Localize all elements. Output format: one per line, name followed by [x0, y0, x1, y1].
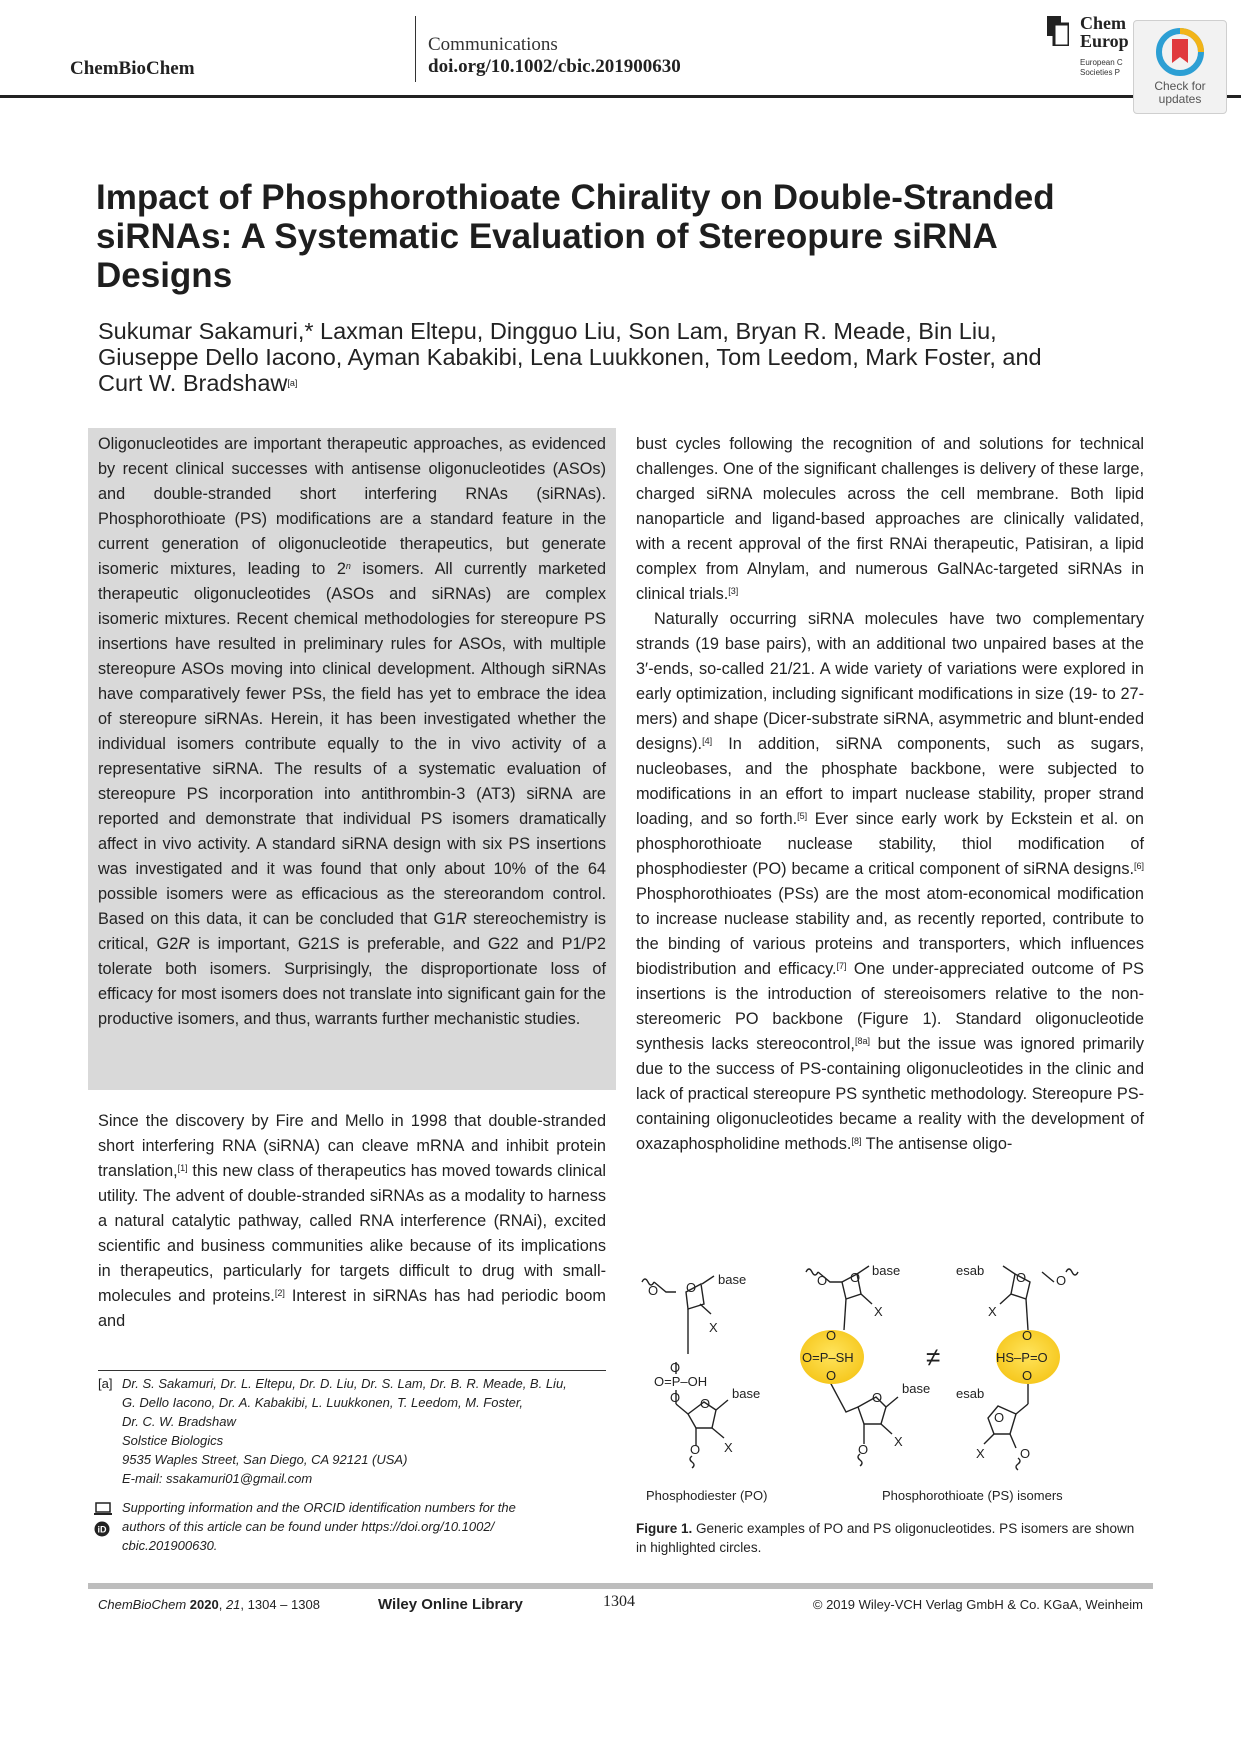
po-caption-label: Phosphodiester (PO): [646, 1488, 768, 1503]
base-label: base: [902, 1381, 931, 1396]
copyright: © 2019 Wiley-VCH Verlag GmbH & Co. KGaA, Weinheim: [812, 1597, 1143, 1612]
wiley-online-library-link[interactable]: Wiley Online Library: [378, 1596, 523, 1613]
svg-text:iD: iD: [97, 1524, 107, 1535]
oxygen-label: O: [826, 1368, 837, 1383]
body-text-right: [636, 432, 1144, 1157]
citation-link[interactable]: [1]: [177, 1163, 188, 1173]
footnote-tag: [a]: [98, 1376, 113, 1391]
ps-caption-label: Phosphorothioate (PS) isomers: [882, 1488, 1063, 1503]
author-line: Giuseppe Dello Iacono, Ayman Kabakibi, Lena Luukkonen, Tom Leedom, Mark Foster, and: [98, 344, 1042, 370]
citation-link[interactable]: [4]: [702, 736, 713, 746]
section-label: Communications: [428, 34, 558, 55]
check-for-updates-icon: [1155, 27, 1205, 77]
oxygen-label: O: [1020, 1446, 1031, 1461]
oxygen-label: O: [1056, 1273, 1067, 1288]
header-rule: [0, 95, 1241, 98]
footnote-line: G. Dello Iacono, Dr. A. Kabakibi, L. Luukkonen, T. Leedom, M. Foster,: [122, 1395, 524, 1410]
x-label: X: [874, 1304, 883, 1319]
footnote-line: Dr. S. Sakamuri, Dr. L. Eltepu, Dr. D. Liu, Dr. S. Lam, Dr. B. R. Meade, B. Liu,: [122, 1376, 567, 1391]
footnote-line: Solstice Biologics: [122, 1433, 224, 1448]
journal-name: ChemBioChem: [70, 58, 195, 79]
esab-label: esab: [956, 1386, 985, 1401]
citation-link[interactable]: [5]: [797, 811, 808, 821]
header-divider: [415, 16, 416, 82]
affiliation-footnote: [122, 1374, 606, 1488]
orcid-icon: [94, 1521, 110, 1537]
x-label: X: [894, 1434, 903, 1449]
citation-info: ChemBioChem 2020, 21, 1304 – 1308: [98, 1597, 320, 1612]
footnote-rule: [98, 1370, 606, 1371]
article-title: Impact of Phosphorothioate Chirality on Double-Stranded siRNAs: A Systematic Evaluation of Stereopure siRNA Designs: [96, 178, 1055, 295]
not-equal-symbol: ≠: [926, 1342, 941, 1372]
author-line: Sukumar Sakamuri,* Laxman Eltepu, Dingguo Liu, Son Lam, Bryan R. Meade, Bin Liu,: [98, 318, 997, 344]
base-label: base: [718, 1272, 747, 1287]
author-name: Curt W. Bradshaw: [98, 370, 288, 396]
doi-link[interactable]: cbic.201900630.: [122, 1538, 218, 1553]
base-label: base: [732, 1386, 761, 1401]
abstract-text: Oligonucleotides are important therapeutic approaches, as evidenced by recent clinical successes with antisense oligonucleotides (ASOs) and double-stranded short interfering RNAs (siRNAs). Phosphorothioate (PS) modifications are a standard feature in the current generation of oligonucleotide therapeutics, but generate isomeric mixtures, leading to 2$^n$ isomers. All currently marketed therapeutic oligonucleotides (ASOs and siRNAs) are complex isomeric mixtures. Recent chemical methodologies for stereopure PS insertions have resulted in preliminary rules for ASOs, with multiple stereopure ASOs moving into clinical development. Although siRNAs have comparatively fewer PSs, the field has yet to embrace the idea of stereopure siRNAs. Herein, it has been investigated whether the individual isomers contribute equally to the in vivo activity of a representative siRNA. The results of a systematic evaluation of stereopure PS incorporation into antithrombin-3 (AT3) siRNA are reported and demonstrate that individual PS isomers dramatically affect in vivo activity. A standard siRNA design with six PS insertions was investigated and it was found that only about 10% of the 64 possible isomers were as efficacious as the stereorandom control. Based on this data, it can be concluded that G1R stereochemistry is critical, G2R is important, G21S is preferable, and G22 and P1/P2 tolerate both isomers. Surprisingly, the disproportionate loss of efficacy for most isomers does not translate into significant gain for the productive isomers, and thus, warrants further mechanistic studies.: [98, 435, 607, 1028]
oxygen-label: O: [690, 1442, 701, 1457]
doi-link[interactable]: authors of this article can be found under https://doi.org/10.1002/: [122, 1519, 495, 1534]
affiliation-mark[interactable]: [a]: [287, 378, 298, 388]
citation-link[interactable]: [3]: [728, 586, 739, 596]
footnote-line: 9535 Waples Street, San Diego, CA 92121 (USA): [122, 1452, 408, 1467]
check-for-updates-badge[interactable]: [1133, 20, 1227, 114]
ps-mirror-group-label: HS–P=O: [996, 1350, 1048, 1365]
oxygen-label: O: [1022, 1368, 1033, 1383]
supporting-info-note: [122, 1498, 606, 1555]
oxygen-label: O: [670, 1360, 681, 1375]
doi-link[interactable]: doi.org/10.1002/cbic.201900630: [428, 56, 681, 77]
body-text-left: Since the discovery by Fire and Mello in 1998 that double-stranded short interfering RNA (siRNA) can cleave mRNA and inhibit protein translation,[1] this new class of therapeutics has moved towards clinical utility. The advent of double-stranded siRNAs as a modality to harness a natural catalytic pathway, called RNA interference (RNAi), excited scientific and business communities alike because of its implications in therapeutics, particularly for targets difficult to drug with small-molecules and proteins.[2] Interest in siRNAs has had periodic boom and: [98, 1112, 606, 1330]
citation-link[interactable]: [8a]: [854, 1036, 870, 1046]
publisher-logo-subtitle: European C Societies P: [1080, 58, 1123, 77]
x-label: X: [976, 1446, 985, 1461]
author-list: [98, 318, 1138, 396]
publisher-logo-text: Chem Europ: [1080, 13, 1129, 51]
citation-link[interactable]: [8]: [851, 1136, 862, 1146]
oxygen-label: O: [1022, 1328, 1033, 1343]
x-label: X: [988, 1304, 997, 1319]
oxygen-label: O: [648, 1283, 659, 1298]
x-label: X: [709, 1320, 718, 1335]
ring-oxygen: O: [850, 1270, 861, 1285]
figure-caption: Figure 1. Generic examples of PO and PS oligonucleotides. PS isomers are shown in highlighted circles.: [636, 1521, 1135, 1555]
ring-oxygen: O: [686, 1280, 697, 1295]
computer-icon: [94, 1502, 112, 1516]
email-line[interactable]: E-mail: ssakamuri01@gmail.com: [122, 1471, 313, 1486]
citation-link[interactable]: [7]: [836, 961, 847, 971]
x-label: X: [724, 1440, 733, 1455]
base-label: base: [872, 1263, 901, 1278]
paragraph: bust cycles following the recognition of and solutions for technical challenges. One of the significant challenges is delivery of these large, charged siRNA molecules across the cell membrane. Both lipid nanoparticle and ligand-based approaches are clinically validated, with a recent approval of the first RNAi therapeutic, Patisiran, a lipid complex from Alnylam, and numerous GalNAc-targeted siRNAs in clinical trials.[3]: [636, 435, 1144, 603]
page-number: 1304: [603, 1593, 635, 1610]
oxygen-label: O: [826, 1328, 837, 1343]
paragraph: Naturally occurring siRNA molecules have two complementary strands (19 base pairs), with an additional two unpaired bases at the 3′-ends, so-called 21/21. A wide variety of variations were explored in early optimization, including significant modifications in size (19- to 27-mers) and shape (Dicer-substrate siRNA, asymmetric and blunt-ended designs).[4] In addition, siRNA components, such as sugars, nucleobases, and the phosphate backbone, were subjected to modifications in an effort to impart nuclease stability, proper strand loading, and so forth.[5] Ever since early work by Eckstein et al. on phosphorothioate nuclease stability, thiol modification of phosphodiester (PO) became a critical component of siRNA designs.[6] Phosphorothioates (PSs) are the most atom-economical modification to increase nuclease stability and, as recently reported, contribute to the binding of various proteins and transporters, which influences biodistribution and efficacy.[7] One under-appreciated outcome of PS insertions is the introduction of stereoisomers relative to the non-stereomeric PO backbone (Figure 1). Standard oligonucleotide synthesis lacks stereocontrol,[8a] but the issue was ignored primarily due to the success of PS-containing oligonucleotides in the clinic and lack of practical stereopure PS synthetic methodology. Stereopure PS-containing oligonucleotides became a reality with the development of oxazaphospholidine methods.[8] The antisense oligo-: [636, 610, 1144, 1153]
figure-1-structures: [636, 1242, 1144, 1512]
ring-oxygen: O: [872, 1390, 883, 1405]
oxygen-label: O: [858, 1442, 869, 1457]
author-line: [98, 370, 1138, 396]
esab-label: esab: [956, 1263, 985, 1278]
chemistry-europe-logo-icon: [1047, 16, 1069, 46]
ring-oxygen: O: [700, 1396, 711, 1411]
ring-oxygen: O: [994, 1410, 1005, 1425]
citation-link[interactable]: [2]: [274, 1288, 285, 1298]
citation-link[interactable]: [6]: [1133, 861, 1144, 871]
footer-rule: [88, 1583, 1153, 1589]
oxygen-label: O: [817, 1273, 828, 1288]
ring-oxygen: O: [1016, 1270, 1027, 1285]
ps-group-label: O=P–SH: [802, 1350, 854, 1365]
oxygen-label: O: [670, 1390, 681, 1405]
check-for-updates-label: Check for updates: [1154, 79, 1206, 106]
po-group-label: O=P–OH: [654, 1374, 708, 1389]
footnote-line: Supporting information and the ORCID identification numbers for the: [122, 1500, 516, 1515]
footnote-line: Dr. C. W. Bradshaw: [122, 1414, 236, 1429]
